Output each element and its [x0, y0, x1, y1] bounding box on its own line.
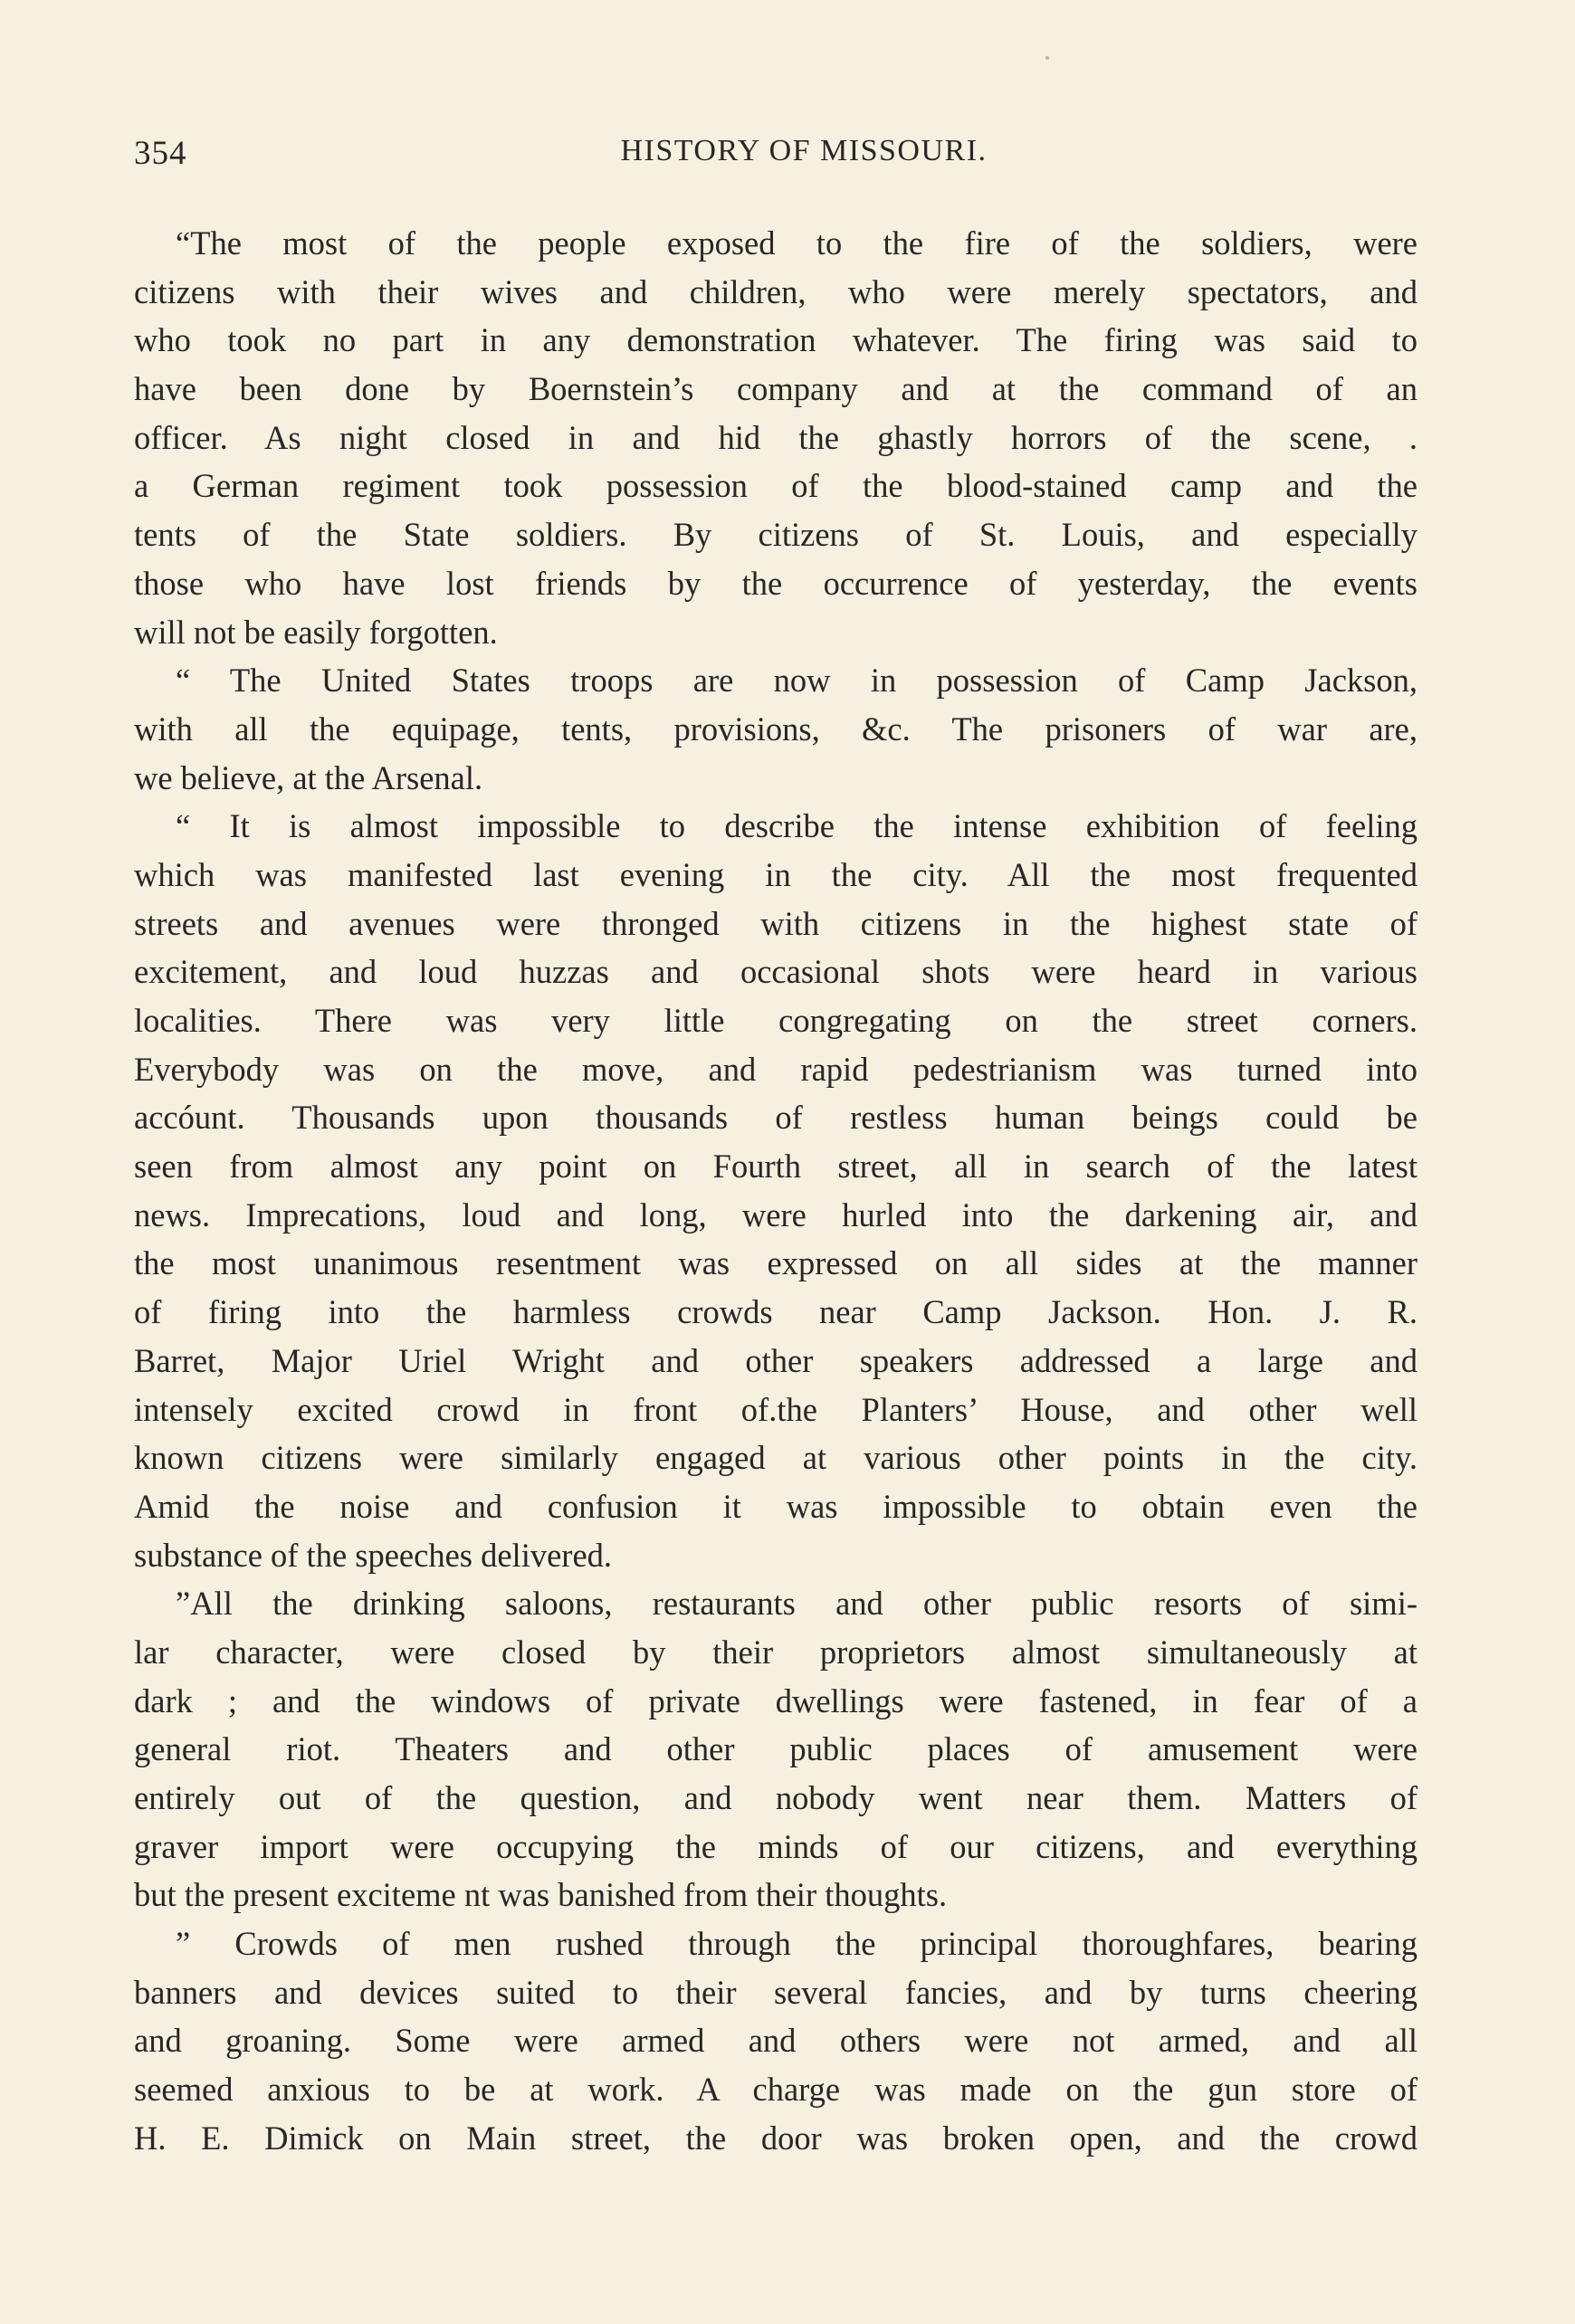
text-line: banners and devices suited to their several fancies, and by turns cheering — [134, 1973, 1418, 2011]
text-line: graver import were occupying the minds of our citizens, and everything — [134, 1827, 1418, 1865]
text-line: entirely out of the question, and nobody went near them. Matters of — [134, 1779, 1418, 1816]
text-line: “ The United States troops are now in possession of Camp Jackson, — [176, 662, 1418, 700]
text-line: “The most of the people exposed to the fire of the soldiers, were — [176, 224, 1418, 262]
text-line: a German regiment took possession of the blood-stained camp and the — [134, 467, 1418, 505]
text-line: seen from almost any point on Fourth street, all in search of the latest — [134, 1148, 1418, 1186]
text-line: streets and avenues were thronged with citizens in the highest state of — [134, 904, 1418, 942]
body-text — [134, 219, 1418, 2163]
text-line: H. E. Dimick on Main street, the door was broken open, and the crowd — [134, 2119, 1418, 2157]
text-line: Amid the noise and confusion it was impossible to obtain even the — [134, 1487, 1418, 1525]
text-line: seemed anxious to be at work. A charge was made on the gun store of — [134, 2071, 1418, 2109]
text-line: localities. There was very little congregating on the street corners. — [134, 1002, 1418, 1039]
text-line: “ It is almost impossible to describe the intense exhibition of feeling — [176, 807, 1418, 845]
text-line: accóunt. Thousands upon thousands of restless human beings could be — [134, 1099, 1418, 1137]
text-line: the most unanimous resentment was expressed on all sides at the manner — [134, 1244, 1418, 1282]
running-head — [134, 134, 1419, 179]
page-number: 354 — [134, 135, 187, 172]
text-line: citizens with their wives and children, who were merely spectators, and — [134, 272, 1418, 310]
running-title: HISTORY OF MISSOURI. — [620, 134, 988, 167]
text-line: who took no part in any demonstration whatever. The firing was said to — [134, 321, 1418, 359]
text-line: news. Imprecations, loud and long, were hurled into the darkening air, and — [134, 1195, 1418, 1233]
text-line: with all the equipage, tents, provisions, &c. The prisoners of war are, — [134, 710, 1418, 748]
paper-speck — [1045, 56, 1049, 60]
text-line: ”All the drinking saloons, restaurants and other public resorts of simi- — [176, 1585, 1418, 1623]
text-line: those who have lost friends by the occurrence of yesterday, the events — [134, 564, 1418, 602]
text-line: will not be easily forgotten. — [134, 613, 498, 651]
text-line: Everybody was on the move, and rapid pedestrianism was turned into — [134, 1050, 1418, 1088]
text-line: dark ; and the windows of private dwellings were fastened, in fear of a — [134, 1681, 1418, 1719]
text-line: but the present exciteme nt was banished from their thoughts. — [134, 1876, 948, 1914]
text-line: lar character, were closed by their proprietors almost simultaneously at — [134, 1633, 1418, 1671]
text-line: intensely excited crowd in front of.the Planters’ House, and other well — [134, 1390, 1418, 1428]
text-line: which was manifested last evening in the city. All the most frequented — [134, 855, 1418, 893]
text-line: of firing into the harmless crowds near Camp Jackson. Hon. J. R. — [134, 1293, 1418, 1331]
text-line: officer. As night closed in and hid the ghastly horrors of the scene, . — [134, 418, 1418, 456]
text-line: ” Crowds of men rushed through the principal thoroughfares, bearing — [176, 1925, 1418, 1963]
text-line: excitement, and loud huzzas and occasional shots were heard in various — [134, 953, 1418, 991]
text-line: and groaning. Some were armed and others were not armed, and all — [134, 2022, 1418, 2060]
text-line: tents of the State soldiers. By citizens of St. Louis, and especially — [134, 516, 1418, 554]
text-line: general riot. Theaters and other public places of amusement were — [134, 1730, 1418, 1768]
text-line: Barret, Major Uriel Wright and other speakers addressed a large and — [134, 1341, 1418, 1379]
text-line: substance of the speeches delivered. — [134, 1536, 613, 1574]
text-line: known citizens were similarly engaged at various other points in the city. — [134, 1439, 1418, 1477]
text-line: we believe, at the Arsenal. — [134, 758, 483, 796]
text-line: have been done by Boernstein’s company and at the command of an — [134, 370, 1418, 408]
